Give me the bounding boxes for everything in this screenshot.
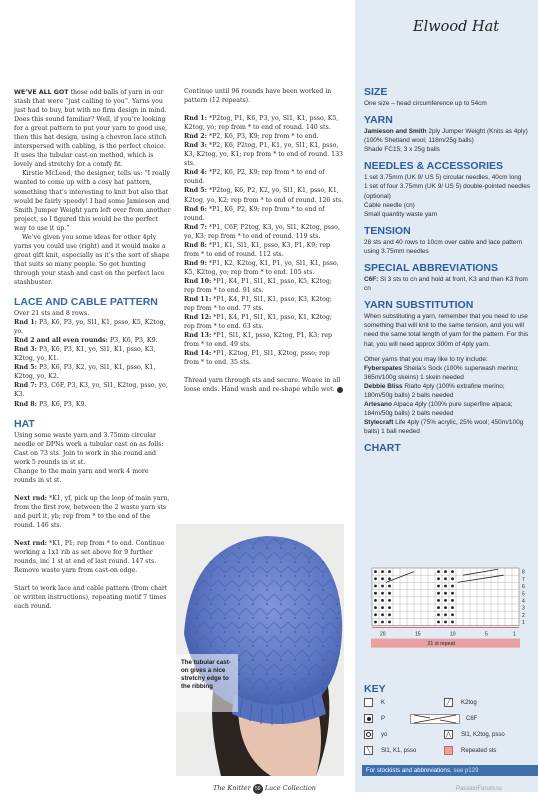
size-heading: SIZE <box>364 86 388 98</box>
purl-stitch <box>437 613 440 616</box>
column-number: 5 <box>485 631 488 638</box>
middle-column <box>184 87 344 395</box>
decrease-round: Rnd 7: *P1, C6F, P2tog, K3, yo, Sl1, K2tog, psso, yo, K3; rep from * to end of round. 119 sts. <box>184 223 340 240</box>
stockists-footer: For stockists and abbreviations, see p129 <box>362 765 538 776</box>
lace-line: Rnd 8: P3, K6, P3, K9. <box>14 400 87 408</box>
photo-caption: The tubular cast-on gives a nice stretchy edge to the ribbing <box>181 659 231 690</box>
chart-grid <box>364 566 534 656</box>
row-number: 4 <box>522 598 525 605</box>
purl-stitch <box>451 621 454 624</box>
decrease-round: Rnd 2: *P2, K6, P3, K9; rep from * to end. <box>184 133 319 141</box>
purl-stitch <box>381 585 384 588</box>
purl-stitch <box>451 613 454 616</box>
column-number: 10 <box>450 631 456 638</box>
purl-stitch <box>388 570 391 573</box>
yarn-over-icon <box>364 730 373 739</box>
repeat-label: 21 st repeat <box>427 641 455 648</box>
decrease-round: Rnd 4: *P2, K6, P2, K9; rep from * to end of round. <box>184 169 325 186</box>
key-c6f: C6F <box>410 714 477 724</box>
purl-stitch <box>388 621 391 624</box>
purl-stitch <box>374 577 377 580</box>
purl-stitch <box>381 599 384 602</box>
key-repeat: Repeated sts <box>444 746 496 755</box>
purl-stitch <box>444 613 447 616</box>
decrease-round: Rnd 11: *P1, K4, P1, Sl1, K1, psso, K3, K2tog; rep from * to end. 77 sts. <box>184 296 332 313</box>
decrease-round: Rnd 13: *P1, Sl1, K1, psso, K2tog, P1, K3; rep from * to end. 49 sts. <box>184 332 333 349</box>
pattern-title: Elwood Hat <box>413 19 500 35</box>
size-text: One size – head circumference up to 54cm <box>364 100 487 107</box>
purl-stitch <box>374 613 377 616</box>
key-sl1-k1-psso: ╲ Sl1, K1, psso <box>364 746 416 755</box>
decrease-round: Rnd 9: *P1, K2, K2tog, K1, P1, yo, Sl1, K1, psso, K5, K2tog, yo; rep from * to end. 105 sts. <box>184 259 339 276</box>
column-number: 15 <box>415 631 421 638</box>
key-heading: KEY <box>364 683 386 695</box>
hat-step-1: Cast on 73 sts. Join to work in the round and work 5 rounds in st st. <box>14 449 157 466</box>
slip-decrease-icon: ╲ <box>364 746 373 755</box>
purl-stitch <box>451 599 454 602</box>
key-knit: K <box>364 698 385 707</box>
chart-heading: CHART <box>364 442 401 455</box>
tension-heading: TENSION <box>364 224 411 237</box>
continue-rounds: Continue until 96 rounds have been worked in pattern (12 repeats). <box>184 88 332 105</box>
purl-stitch <box>437 585 440 588</box>
purl-stitch <box>437 599 440 602</box>
intro-paragraph-3: We’ve given you some ideas for other 4ply yarns you could use (right) and it would make a great gift knit, especially as it’s the sort of shape that suits so many people. So get hunting through your stash and cast on the perfect lace stashbuster. <box>14 233 170 286</box>
purl-stitch <box>451 570 454 573</box>
purl-stitch <box>437 606 440 609</box>
decrease-round: Rnd 8: *P1, K1, Sl1, K1, psso, K3, P1, K9; rep from * to end of round. 112 sts. <box>184 241 331 258</box>
hat-intro: Using some waste yarn and 3.75mm circular needle or DPNs work a tubular cast on as folls: <box>14 431 164 448</box>
key-purl: P <box>364 714 385 723</box>
k2tog-icon: ╱ <box>444 698 453 707</box>
purl-stitch <box>451 592 454 595</box>
tension-text: 28 sts and 40 rows to 10cm over cable and lace pattern using 3.75mm needles <box>364 238 523 255</box>
alternative-yarns <box>364 364 532 437</box>
knit-square-icon <box>364 698 373 707</box>
needle-item: Small quantity waste yarn <box>364 210 438 218</box>
purl-stitch <box>374 621 377 624</box>
abbreviations-text: C6F: Sl 3 sts to cn and hold at front, K3 and then K3 from cn <box>364 276 528 293</box>
decrease-round: Rnd 10: *P1, K4, P1, Sl1, K1, psso, K5, K2tog; rep from * to end. 91 sts. <box>184 277 332 294</box>
purl-stitch <box>381 613 384 616</box>
page-number: 59 <box>253 784 263 794</box>
hat-heading: HAT <box>14 417 35 430</box>
substitution-heading: YARN SUBSTITUTION <box>364 299 474 312</box>
alternative-yarn: Artesano Alpaca 4ply (100% pure superfine alpaca; 184m/50g balls) 2 balls needed <box>364 401 513 418</box>
row-number: 5 <box>522 591 525 598</box>
needle-item: Cable needle (cn) <box>364 201 415 209</box>
needles-heading: NEEDLES & ACCESSORIES <box>364 160 504 173</box>
decrease-round: Rnd 14: *P1, K2tog, P1, Sl1, K2tog, psso; rep from * to end. 35 sts. <box>184 350 330 367</box>
abbreviations-heading: SPECIAL ABBREVIATIONS <box>364 262 498 275</box>
hat-illustration <box>176 524 344 776</box>
column-number: 1 <box>513 631 516 638</box>
purl-stitch <box>444 599 447 602</box>
hat-photo <box>176 524 344 776</box>
alternative-yarn: Debbie Bliss Rialto 4ply (100% extrafine merino; 180m/50g balls) 2 balls needed <box>364 382 505 399</box>
purl-stitch <box>451 606 454 609</box>
purl-stitch <box>437 592 440 595</box>
purl-stitch <box>437 577 440 580</box>
key-yo: yo <box>364 730 387 739</box>
cable-icon <box>410 714 460 724</box>
lace-line: Rnd 7: P3, C6F, P3, K3, yo, Sl1, K2tog, psso, yo, K3. <box>14 382 168 399</box>
page-footer: The Knitter 59 Lace Collection <box>213 784 316 792</box>
purl-stitch <box>381 606 384 609</box>
purl-stitch <box>374 606 377 609</box>
decrease-round: Rnd 5: *P2tog, K6, P2, K2, yo, Sl1, K1, psso, K1, K2tog, yo, K2; rep from * to end of round. 126 sts. <box>184 187 344 204</box>
key-k2tog: ╱ K2tog <box>444 698 477 707</box>
lace-line: Rnd 3: P3, K6, P3, K1, yo, Sl1, K1, psso, K3, K2tog, yo, K1. <box>14 346 156 363</box>
lace-line: Rnd 1: P3, K6, P3, yo, Sl1, K1, psso, K5, K2tog, yo. <box>14 319 166 336</box>
decrease-round: Rnd 6: *P1, K6, P2, K9; rep from * to end of round. <box>184 205 325 222</box>
yarn-heading: YARN <box>364 114 393 127</box>
row-number: 2 <box>522 612 525 619</box>
intro-lead: WE’VE ALL GOT <box>14 89 69 96</box>
purl-dot-icon <box>364 714 373 723</box>
stitch-chart <box>364 566 534 656</box>
finishing-text: Thread yarn through sts and secure. Weave in all loose ends. Hand wash and re-shape while wet. <box>184 376 344 394</box>
double-decrease-icon: ⋀ <box>444 730 453 739</box>
lace-pattern-heading: LACE AND CABLE PATTERN <box>14 296 158 309</box>
hat-next-round-2: Next rnd: *K1, P1; rep from * to end. Continue working a 1x1 rib as set above for 9 further rounds, inc 1 st at end of last round. 147 sts. <box>14 540 165 566</box>
alternative-yarn: Fyberspates Sheila’s Sock (100% superwash merino; 365m/100g skeins) 1 skein needed <box>364 364 519 381</box>
decrease-round: Rnd 3: *P2, K6, P2tog, P1, K1, yo, Sl1, K1, psso, K3, K2tog, yo, K1; rep from * to end of round. 133 sts. <box>184 142 344 168</box>
purl-stitch <box>381 621 384 624</box>
purl-stitch <box>444 606 447 609</box>
row-number: 3 <box>522 605 525 612</box>
row-number: 8 <box>522 569 525 576</box>
purl-stitch <box>374 585 377 588</box>
lace-line: Over 21 sts and 8 rows. <box>14 310 90 318</box>
purl-stitch <box>388 599 391 602</box>
purl-stitch <box>451 585 454 588</box>
purl-stitch <box>444 592 447 595</box>
purl-stitch <box>444 621 447 624</box>
alternative-yarn: Stylecraft Life 4ply (75% acrylic, 25% wool; 450m/100g balls) 1 ball needed <box>364 419 524 436</box>
end-mark-icon <box>337 387 343 393</box>
watermark: PassionForum.ru <box>456 786 502 792</box>
purl-stitch <box>388 585 391 588</box>
purl-stitch <box>451 577 454 580</box>
hat-next-round-1: Next rnd: *K1, yf, pick up the loop of main yarn, from the first row, between the 2 waste yarn sts and purl it, yb; rep from * to the end of the round. 146 sts. <box>14 494 170 529</box>
purl-stitch <box>388 613 391 616</box>
hat-start-pattern: Start to work lace and cable pattern (from chart or written instructions), repeating motif 7 times each round. <box>14 585 168 611</box>
row-number: 1 <box>522 620 525 627</box>
needle-item: 1 set 3.75mm (UK 9/ US 5) circular needles, 40cm long <box>364 174 522 182</box>
stockists-link[interactable]: see p129 <box>453 767 479 774</box>
purl-stitch <box>388 577 391 580</box>
other-yarns-intro: Other yarns that you may like to try include: <box>364 355 488 363</box>
decrease-rounds <box>184 114 344 367</box>
row-number: 6 <box>522 584 525 591</box>
yarn-text: Jamieson and Smith 2ply Jumper Weight (Knits as 4ply) (100% Shetland wool; 118m/25g balls) <box>364 128 528 145</box>
left-column <box>14 88 171 611</box>
purl-stitch <box>444 577 447 580</box>
key-sl1-k2tog-psso: ⋀ Sl1, K2tog, psso <box>444 730 505 739</box>
decrease-round: Rnd 12: *P1, K4, P1, Sl1, K1, psso, K1, K2tog; rep from * to end. 63 sts. <box>184 314 332 331</box>
column-number: 20 <box>380 631 386 638</box>
info-column <box>364 86 532 455</box>
repeat-swatch-icon <box>444 746 453 755</box>
hat-step-2: Change to the main yarn and work 4 more rounds in st st. <box>14 467 149 484</box>
hat-remove-waste: Remove waste yarn from cast-on edge. <box>14 567 138 575</box>
purl-stitch <box>388 592 391 595</box>
purl-stitch <box>374 570 377 573</box>
purl-stitch <box>437 621 440 624</box>
lace-pattern-lines <box>14 309 171 409</box>
intro-text: those odd balls of yarn in our stash that were “just calling to you”. Yarns you just had to buy, but with no firm design in mind. Does this sound familiar? Well, if you’re looking for a great pattern to put your yarn to good use, then this hat design, using a chevron lace stitch interspersed with cabling, is the perfect choice. It uses the tubular cast-on method, which is lovely and stretchy for a comfy fit. <box>14 89 168 169</box>
yarn-shade: Shade FC15; 3 x 25g balls <box>364 146 440 154</box>
lace-line: Rnd 2 and all even rounds: P3, K6, P3, K9. <box>14 337 158 345</box>
purl-stitch <box>374 599 377 602</box>
purl-stitch <box>388 606 391 609</box>
needle-item: 1 set of four 3.75mm (UK 9/ US 5) double-pointed needles (optional) <box>364 183 531 200</box>
intro-paragraph-2: Kirstie McLeod, the designer, tells us: “I really wanted to come up with a cosy hat pattern, something that’s interesting to knit but also that would be fairly speedy! I had some Jamieson and Smith Jumper Weight yarn left over from another project, so I figured this would be the perfect way to use it up.” <box>14 170 171 232</box>
intro-paragraph-1 <box>14 88 171 169</box>
purl-stitch <box>374 592 377 595</box>
purl-stitch <box>444 585 447 588</box>
substitution-text: When substituting a yarn, remember that you need to use something that will knit to the same tension, and you will need the same total length of yarn for the pattern. For this hat, you will need approx 300m of 4ply yarn. <box>364 313 529 348</box>
purl-stitch <box>437 570 440 573</box>
purl-stitch <box>381 592 384 595</box>
purl-stitch <box>381 570 384 573</box>
row-number: 7 <box>522 576 525 583</box>
purl-stitch <box>444 570 447 573</box>
purl-stitch <box>381 577 384 580</box>
decrease-round: Rnd 1: *P2tog, P1, K6, P3, yo, Sl1, K1, psso, K5, K2tog, yo; rep from * to end of round. 140 sts. <box>184 115 339 132</box>
lace-line: Rnd 5: P3, K6, P3, K2, yo, Sl1, K1, psso, K1, K2tog, yo, K2. <box>14 364 156 381</box>
